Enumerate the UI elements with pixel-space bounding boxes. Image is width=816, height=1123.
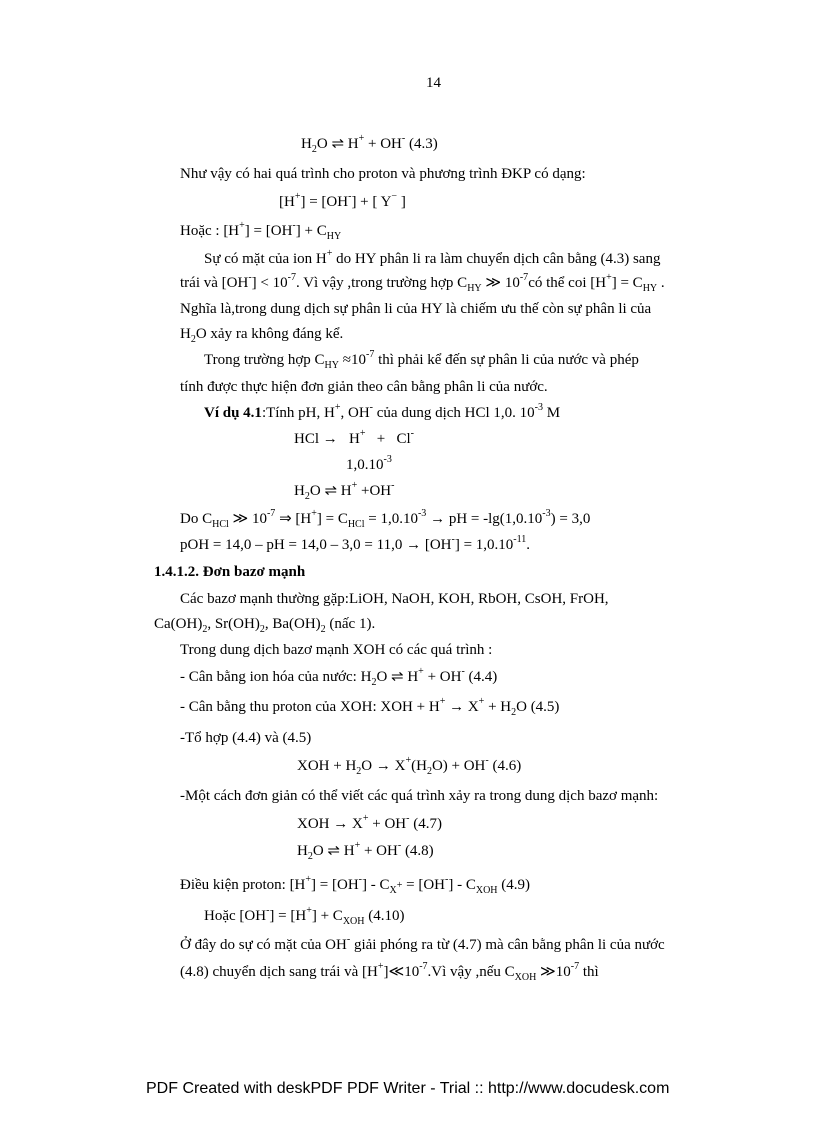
section-heading: 1.4.1.2. Đơn bazơ mạnh	[154, 564, 306, 580]
paragraph-text: (4.8) chuyển dịch sang trái và $[H^+]≪10^{-7}.Vì$ vậy ,nếu $C_{XOH}$ $≫10^{-7}$ thì	[180, 961, 599, 983]
proton-condition: Hoặc $[OH^-] = [H^+] + C_{XOH}$ (4.10)	[204, 905, 405, 927]
paragraph-text: Sự có mặt của ion H+ do HY phân li ra làm chuyển dịch cân bằng (4.3) sang	[204, 248, 661, 267]
paragraph-text: Trong trường hợp $C_{HY} \approx 10^{-7}$ thì phải kể đến sự phân li của nước và phép	[204, 349, 639, 371]
process-equation: $H_2O$ ⇌ H+ + OH- (4.8)	[297, 840, 434, 862]
page-number: 14	[426, 75, 441, 91]
calculation-line: pOH = 14,0 – pH = $14,0 - 3,0 = 11,0 \to [OH^-] = 1,0.10^{-11}$.	[180, 534, 531, 553]
process-line: -Tổ hợp (4.4) và (4.5)	[180, 730, 312, 746]
proton-condition: Điều kiện proton: $[H^+] = [OH^-] - C_{X^+} = [OH^-] - C_{XOH}$ (4.9)	[180, 874, 531, 896]
paragraph-text: Ở đây do sự có mặt của OH- giải phóng ra từ (4.7) mà cân bằng phân li của nước	[180, 934, 665, 953]
reaction-concentration: $1,0.10^{-3}$	[346, 454, 392, 473]
paragraph-text: trái và $[OH^-] < 10^{-7}$. Vì vậy ,trong trường hợp $C_{HY}$ ≫ $10^{-7}có$ thể coi $[H^+] = C_{HY}$ .	[180, 272, 665, 294]
paragraph-text: Trong dung dịch bazơ mạnh XOH có các quá trình :	[180, 642, 493, 658]
paragraph-text: Nghĩa là,trong dung dịch sự phân li của HY là chiếm ưu thế còn sự phân li của	[180, 301, 652, 317]
equation-ekp-2: Hoặc : $[H^+] = [OH^-] + C_{HY}$	[180, 220, 342, 242]
equation-ekp-1: [H+] = [OH-] + [ Y− ]	[279, 191, 406, 210]
paragraph-text: tính được thực hiện đơn giản theo cân bằng phân li của nước.	[180, 379, 548, 395]
process-line: -Một cách đơn giản có thể viết các quá trình xảy ra trong dung dịch bazơ mạnh:	[180, 788, 659, 804]
reaction-water: $H_2O$ ⇌ H+ +OH-	[294, 480, 395, 502]
footer-watermark: PDF Created with deskPDF PDF Writer - Trial :: http://www.docudesk.com	[146, 1080, 670, 1097]
reaction-hcl: HCl → H+ + Cl-	[294, 428, 414, 447]
calculation-line: Do $C_{HCl}$ ≫ $10^{-7}$ ⇒ $[H^+] = C_{HCl} = 1,0.10^{-3}$ → pH = $-\lg(1,0.10^{-3}) = 3,0$	[180, 508, 591, 530]
equation-4-3: $H_2O$ ⇌ H+ + OH- (4.3)	[301, 133, 438, 155]
paragraph-text: Các bazơ mạnh thường gặp:LiOH, NaOH, KOH, RbOH, CsOH, FrOH,	[180, 591, 609, 607]
paragraph-text: Như vậy có hai quá trình cho proton và phương trình ĐKP có dạng:	[180, 166, 586, 182]
paragraph-text: $H_2O$ xảy ra không đáng kể.	[180, 326, 344, 345]
process-line: - Cân bằng thu proton của XOH: XOH + $H^+ \to X^+ + H_2O$ (4.5)	[180, 696, 560, 718]
example-heading: Ví dụ 4.1:Tính pH, H+, OH- của dung dịch HCl 1,0. $10^{-3}$ M	[204, 402, 561, 421]
process-equation: XOH → X+ + OH- (4.7)	[297, 813, 442, 832]
paragraph-text: $Ca(OH)_2$, $Sr(OH)_2$, $Ba(OH)_2$ (nấc 1).	[154, 616, 376, 635]
process-line: - Cân bằng ion hóa của nước: $H_2O$ ⇌ H+ + OH- (4.4)	[180, 666, 498, 688]
process-equation: XOH + $H_2O \to X^+(H_2O) + OH^-$ (4.6)	[297, 755, 522, 777]
